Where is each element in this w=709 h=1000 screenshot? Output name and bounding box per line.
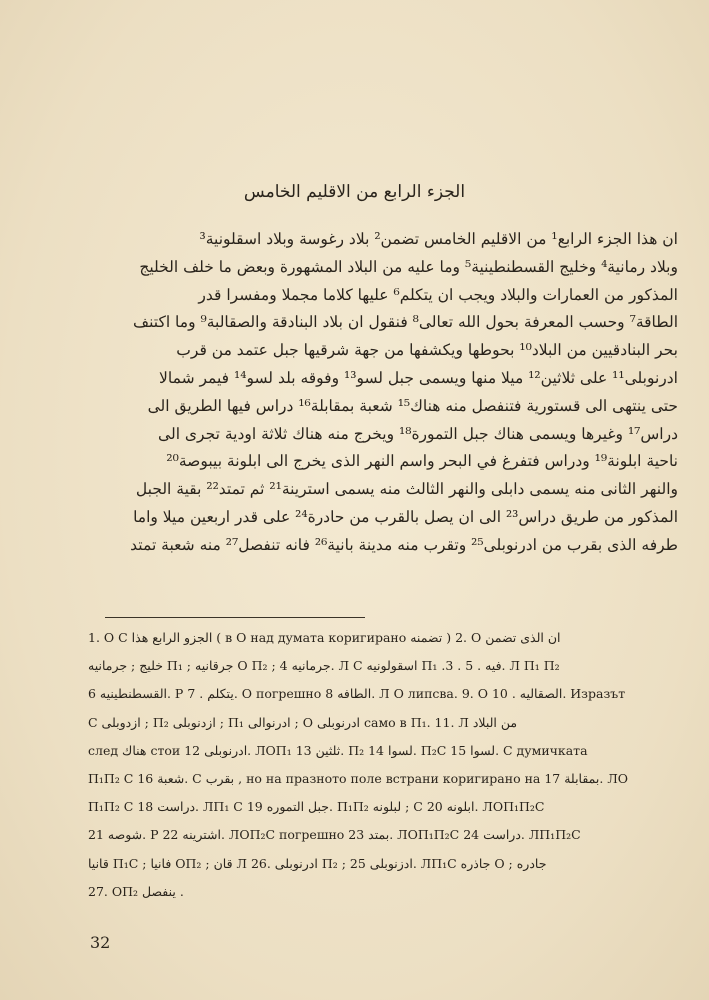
- text-line: المذكور من العمارات والبلاد ويجب ان يتكلم⁶ عليها كلاما مجملا ومفسرا قدر: [198, 285, 678, 304]
- page-number: 32: [90, 933, 111, 952]
- text-line: ان هذا الجزء الرابع¹ من الاقليم الخامس تضمن² بلاد رغوسة وبلاد اسقلونية³: [199, 230, 678, 248]
- text-line: وبلاد رمانية⁴ وخليج القسطنطينية⁵ وما عليه من البلاد المشهورة وبعض ما خلف الخليج: [139, 257, 678, 276]
- text-line: ادرنوبلى¹¹ على ثلاثين¹² ميلا منها ويسمى جبل لسو¹³ وفوقه بلد لسو¹⁴ فيمر شمالا: [159, 368, 678, 387]
- footnote-line: Π₁Π₂ C شعبة 16. С بقرب , но на празното поле встрани коригирано на بمقابلة 17. ЛО: [88, 770, 629, 786]
- text-line: الطاقة⁷ وحسب المعرفة بحول الله تعالى⁸ فنقول ان بلاد البنادقة والصقالبة⁹ وما اكتنف: [133, 313, 678, 332]
- footnote-line: след هناك стои ادرنوبلى 12. ЛОΠ₁ ثلثين 13. Π₂ لسوا 14. Π₂C لسوا 15. С думичката: [88, 742, 588, 758]
- footnote-divider: [105, 617, 365, 618]
- text-line: طرفه الذى بقرب من ادرنوبلى²⁵ وتقرب منه مدينة بانية²⁶ فانه تنفصل²⁷ منه شعبة تمتد: [130, 535, 678, 554]
- text-line: المذكور من طريق دراس²³ الى ان يصل بالقرب من حادرة²⁴ على قدر اربعين ميلا واما: [133, 507, 678, 526]
- footnote-line: خليج ; جرمانيه Π₁ ; جرقانيه O Π₂ ; جرمانيه 4. Л C اسقولونيه Π₁ .3 . فيه . 5. Л Π₁ Π₂: [88, 658, 560, 674]
- text-line: دراس¹⁷ وغيرها ويسمى هناك جبل التمورة¹⁸ ويخرج منه هناك ثلاثة اودية تجرى الى: [158, 424, 678, 443]
- footnotes: [88, 624, 678, 906]
- footnote-line: شوصه 21. P اشترينه 22. ЛОΠ₂C погрешно بمتد 23. ЛОΠ₁Π₂C دراست 24. ЛΠ₁Π₂C: [88, 827, 581, 843]
- text-line: والنهر الثانى منه يسمى دابلى والنهر الثالث منه يسمى استرينة²¹ ثم تمتد²² بقية الجبل: [135, 480, 678, 499]
- text-line: حتى ينتهى الى قستورية فتنفصل منه هناك¹⁵ شعبة بمقابلة¹⁶ دراس فيها الطريق الى: [147, 396, 678, 415]
- footnote-line: القسطنطينيه 6. P يتكلم . 7. O погрешно الطافه 8. Л O липсва. 9. O الصقاليه . 10. Изразът: [88, 686, 626, 702]
- text-line: بحر البنادقيين من البلاد¹⁰ بحوطها ويكشفها من جهة شرقيها جبل عتمد من قرب: [176, 341, 678, 360]
- footnote-line: 1. O C الجزو الرابع هذا ( в O над думата коригирано تضمنه ) 2. O ان الذى تضمن: [88, 630, 561, 645]
- text-line: ناحية ابلونة¹⁹ ودراس فتفرغ في البحر واسم النهر الذى يخرج الى ابلونة بيبوصة²⁰: [166, 452, 678, 471]
- footnote-line: C ازدوبلى ; Π₂ ازدنوبلى ; Π₁ ادرنوالى ; O ادرنوبلى само в Π₁. 11. Л من البلاد: [88, 714, 518, 730]
- footnote-line: قانيا Π₁C ; فانيا OΠ₂ ; قان Л 26. ادرنوبلى Π₂ ; ادزنوبلى 25. ЛΠ₁C جاذره O ; جادره: [88, 855, 547, 871]
- arabic-main-text: [88, 226, 678, 560]
- footnote-line: 27. OΠ₂ ينفصل .: [88, 883, 184, 899]
- section-heading: الجزء الرابع من الاقليم الخامس: [243, 182, 466, 202]
- footnote-line: Π₁Π₂ C دراست 18. ЛΠ₁ C جبل التموره 19. Π₁Π₂ لبلونه ; C ابلونه 20. ЛОΠ₁Π₂C: [88, 799, 545, 815]
